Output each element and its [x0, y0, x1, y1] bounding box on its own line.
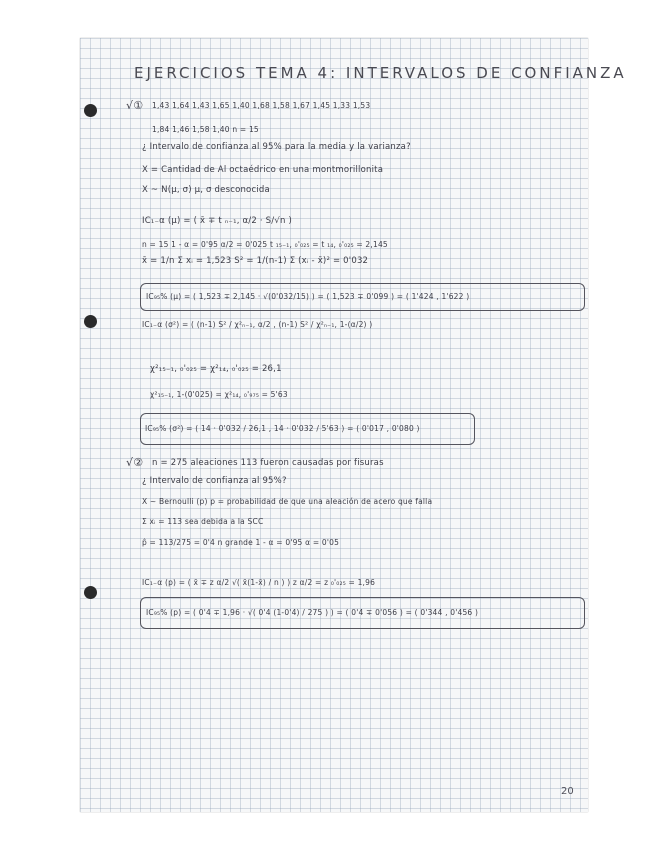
variable-definition: X = Cantidad de Al octaédrico en una montmorillonita — [142, 165, 384, 175]
exercise-1-check: √① — [126, 99, 144, 112]
exercise-1-question: ¿ Intervalo de confianza al 95% para la media y la varianza? — [142, 142, 411, 152]
exercise-2-check: √② — [126, 456, 144, 469]
punch-hole — [84, 315, 97, 328]
page-number: 20 — [561, 786, 574, 797]
ic-mean-result: IC₉₅% (μ) = ( 1,523 ∓ 2,145 · √(0'032/15) ) = ( 1,523 ∓ 0'099 ) = ( 1'424 , 1'622 ) — [146, 292, 470, 301]
punch-hole — [84, 104, 97, 117]
parameters-line: n = 15 1 - α = 0'95 α/2 = 0'025 t ₁₅₋₁, ₀'₀₂₅ = t ₁₄, ₀'₀₂₅ = 2,145 — [142, 240, 388, 249]
distribution-line: X ~ N(μ, σ) μ, σ desconocida — [142, 185, 270, 195]
ic-variance-result: IC₉₅% (σ²) = ( 14 · 0'032 / 26,1 , 14 · 0'032 / 5'63 ) = ( 0'017 , 0'080 ) — [145, 424, 420, 433]
chi-square-1: χ²₁₅₋₁, ₀'₀₂₅ = χ²₁₄, ₀'₀₂₅ = 26,1 — [150, 364, 282, 374]
punch-hole — [84, 586, 97, 599]
exercise-2-statement: n = 275 aleaciones 113 fueron causadas por fisuras — [152, 458, 384, 468]
data-row-1: 1,43 1,64 1,43 1,65 1,40 1,68 1,58 1,67 1,45 1,33 1,53 — [152, 101, 371, 110]
mean-variance-line: x̄ = 1/n Σ xᵢ = 1,523 S² = 1/(n-1) Σ (xᵢ - x̄)² = 0'032 — [142, 256, 369, 266]
page-title: EJERCICIOS TEMA 4: INTERVALOS DE CONFIANZA — [134, 64, 627, 82]
bernoulli-line: X ~ Bernoulli (p) p = probabilidad de que una aleación de acero que falla — [142, 497, 433, 506]
ic-proportion-formula: IC₁₋α (p) = ( x̄ ∓ z α/2 √( x̄(1-x̄) / n ) ) z α/2 = z ₀'₀₂₅ = 1,96 — [142, 578, 376, 587]
p-hat-line: p̂ = 113/275 = 0'4 n grande 1 - α = 0'95 α = 0'05 — [142, 538, 340, 547]
chi-square-2: χ²₁₅₋₁, 1-(0'025) = χ²₁₄, ₀'₉₇₅ = 5'63 — [150, 390, 288, 399]
sum-line: Σ xᵢ = 113 sea debida a la SCC — [142, 517, 264, 526]
ic-variance-formula: IC₁₋α (σ²) = ( (n-1) S² / χ²ₙ₋₁, α/2 , (n-1) S² / χ²ₙ₋₁, 1-(α/2) ) — [142, 320, 373, 329]
ic-mean-formula: IC₁₋α (μ) = ( x̄ ∓ t ₙ₋₁, α/2 · S/√n ) — [142, 216, 292, 226]
data-row-2: 1,84 1,46 1,58 1,40 n = 15 — [152, 125, 259, 134]
ic-proportion-result: IC₉₅% (p) = ( 0'4 ∓ 1,96 · √( 0'4 (1-0'4) / 275 ) ) = ( 0'4 ∓ 0'056 ) = ( 0'344 , 0'456 ) — [146, 608, 479, 617]
exercise-2-question: ¿ Intervalo de confianza al 95%? — [142, 476, 287, 486]
